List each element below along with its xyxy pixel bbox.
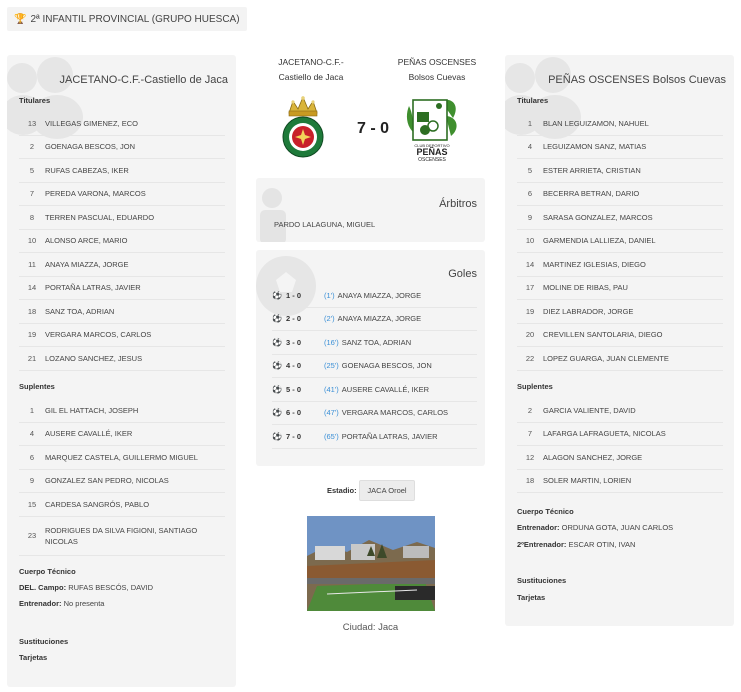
home-titulares-label: Titulares	[19, 96, 51, 105]
stadium-name-button[interactable]: JACA Oroel	[359, 480, 415, 501]
player-name: TERREN PASCUAL, EDUARDO	[45, 212, 155, 222]
player-name: RODRIGUES DA SILVA FIGIONI, SANTIAGO NICOLAS	[45, 525, 198, 546]
goal-scorer[interactable]: VERGARA MARCOS, CARLOS	[341, 408, 449, 418]
goal-row	[272, 331, 477, 355]
player-number: 20	[525, 330, 535, 340]
player-number: 19	[525, 306, 535, 316]
player-row[interactable]	[517, 159, 723, 183]
goals-title: Goles	[448, 268, 477, 280]
away-crest-text-3: OSCENSES	[418, 157, 446, 163]
player-name: ALONSO ARCE, MARIO	[45, 236, 128, 246]
player-row[interactable]	[19, 470, 225, 494]
player-row[interactable]	[19, 112, 225, 136]
away-suplentes-list	[517, 399, 723, 493]
goal-score: 6 - 0	[286, 408, 302, 418]
player-name: PORTAÑA LATRAS, JAVIER	[45, 283, 141, 293]
stadium-photo[interactable]	[307, 516, 435, 611]
player-name: VILLEGAS GIMENEZ, ECO	[45, 118, 138, 128]
ball-icon: ⚽	[272, 314, 282, 324]
player-row[interactable]	[517, 277, 723, 301]
goal-scorer[interactable]: AUSERE CAVALLÉ, IKER	[341, 384, 430, 394]
player-row[interactable]	[517, 136, 723, 160]
player-row[interactable]	[517, 206, 723, 230]
player-number: 10	[27, 236, 37, 246]
away-suplentes-label: Suplentes	[517, 382, 553, 391]
goal-minute: (2')	[324, 314, 335, 324]
player-number: 21	[27, 353, 37, 363]
player-name: BECERRA BETRAN, DARIO	[543, 189, 640, 199]
player-row[interactable]	[19, 183, 225, 207]
player-number: 8	[29, 212, 35, 222]
goal-scorer[interactable]: GOENAGA BESCOS, JON	[341, 361, 432, 371]
ball-icon: ⚽	[272, 337, 282, 347]
player-number: 2	[527, 405, 533, 415]
goal-row	[272, 402, 477, 426]
player-number: 15	[27, 499, 37, 509]
player-name: ALAGON SANCHEZ, JORGE	[543, 452, 643, 462]
player-number: 22	[525, 353, 535, 363]
player-row[interactable]	[517, 230, 723, 254]
goals-list	[272, 284, 477, 449]
goal-row	[272, 308, 477, 332]
player-row[interactable]	[19, 206, 225, 230]
home-suplentes-list	[19, 399, 225, 556]
player-number: 7	[527, 429, 533, 439]
ball-icon: ⚽	[272, 384, 282, 394]
ball-icon: ⚽	[272, 361, 282, 371]
player-row[interactable]	[517, 253, 723, 277]
player-number: 4	[527, 142, 533, 152]
player-row[interactable]	[517, 423, 723, 447]
player-row[interactable]	[19, 493, 225, 517]
goal-score: 2 - 0	[286, 314, 302, 324]
goal-minute: (25')	[324, 361, 339, 371]
referees-title: Árbitros	[439, 198, 477, 210]
home-cuerpo-label: Cuerpo Técnico	[19, 567, 76, 576]
player-number: 2	[29, 142, 35, 152]
player-name: ANAYA MIAZZA, JORGE	[45, 259, 129, 269]
player-name: CREVILLEN SANTOLARIA, DIEGO	[543, 330, 663, 340]
home-team-name: JACETANO-C.F.-Castiello de Jaca	[59, 74, 228, 86]
player-number: 9	[527, 212, 533, 222]
player-name: GIL EL HATTACH, JOSEPH	[45, 405, 139, 415]
home-tarjetas-label: Tarjetas	[19, 653, 48, 662]
ball-icon: ⚽	[272, 408, 282, 418]
goal-row	[272, 425, 477, 449]
referees-box	[256, 178, 485, 242]
player-row[interactable]	[19, 253, 225, 277]
goal-score: 4 - 0	[286, 361, 302, 371]
player-name: GARCIA VALIENTE, DAVID	[543, 405, 636, 415]
goal-minute: (41')	[324, 384, 339, 394]
goal-scorer[interactable]: PORTAÑA LATRAS, JAVIER	[341, 431, 438, 441]
player-row[interactable]	[517, 183, 723, 207]
away-staff-2: 2ºEntrenador: ESCAR OTIN, IVAN	[517, 540, 636, 549]
player-row[interactable]	[517, 324, 723, 348]
player-number: 23	[27, 531, 37, 540]
home-team-crest-icon[interactable]	[279, 93, 327, 161]
goal-score: 5 - 0	[286, 384, 302, 394]
home-staff-1: DEL. Campo: RUFAS BESCÓS, DAVID	[19, 583, 154, 592]
player-name: ESTER ARRIETA, CRISTIAN	[543, 165, 641, 175]
away-crest-text-1: CLUB DEPORTIVO	[414, 143, 450, 148]
goal-score: 1 - 0	[286, 290, 302, 300]
player-number: 19	[27, 330, 37, 340]
player-row[interactable]	[19, 230, 225, 254]
away-team-header[interactable]: PEÑAS OSCENSES Bolsos Cuevas	[397, 57, 477, 82]
player-number: 17	[525, 283, 535, 293]
stadium-city: Ciudad: Jaca	[342, 622, 399, 633]
away-tarjetas-label: Tarjetas	[517, 593, 546, 602]
goal-minute: (16')	[324, 337, 339, 347]
player-number: 14	[525, 259, 535, 269]
home-sustituciones-label: Sustituciones	[19, 637, 69, 646]
competition-title	[7, 7, 247, 31]
player-number: 5	[527, 165, 533, 175]
player-number: 18	[27, 306, 37, 316]
player-name: GARMENDIA LALLIEZA, DANIEL	[543, 236, 656, 246]
player-name: SARASA GONZALEZ, MARCOS	[543, 212, 653, 222]
player-name: SANZ TOA, ADRIAN	[45, 306, 115, 316]
player-name: AUSERE CAVALLÉ, IKER	[45, 429, 133, 439]
player-name: PEREDA VARONA, MARCOS	[45, 189, 146, 199]
player-name: MOLINE DE RIBAS, PAU	[543, 283, 628, 293]
player-name: CARDESA SANGRÓS, PABLO	[45, 499, 150, 509]
player-name: LEGUIZAMON SANZ, MATIAS	[543, 142, 647, 152]
referee-watermark-icon	[256, 184, 296, 242]
player-name: VERGARA MARCOS, CARLOS	[45, 330, 152, 340]
player-name: GONZALEZ SAN PEDRO, NICOLAS	[45, 476, 169, 486]
player-row[interactable]	[517, 300, 723, 324]
player-number: 18	[525, 476, 535, 486]
away-staff-1: Entrenador: ORDUNA GOTA, JUAN CARLOS	[517, 523, 674, 532]
player-name: MARQUEZ CASTELA, GUILLERMO MIGUEL	[45, 452, 198, 462]
player-row[interactable]	[19, 324, 225, 348]
ball-icon: ⚽	[272, 431, 282, 441]
player-number: 13	[27, 118, 37, 128]
home-titulares-list	[19, 112, 225, 371]
away-team-crest-icon[interactable]	[403, 92, 461, 164]
player-row[interactable]	[19, 399, 225, 423]
player-row[interactable]	[19, 347, 225, 371]
player-number: 6	[29, 452, 35, 462]
home-team-panel	[7, 55, 236, 687]
player-name: LAFARGA LAFRAGUETA, NICOLAS	[543, 429, 666, 439]
goal-scorer[interactable]: SANZ TOA, ADRIAN	[341, 337, 412, 347]
goal-row	[272, 284, 477, 308]
home-team-header[interactable]: JACETANO-C.F.- Castiello de Jaca	[278, 57, 344, 82]
trophy-icon: 🏆	[14, 13, 27, 25]
goals-box	[256, 250, 485, 466]
player-number: 12	[525, 452, 535, 462]
player-row[interactable]	[19, 136, 225, 160]
player-name: DIEZ LABRADOR, JORGE	[543, 306, 634, 316]
player-number: 14	[27, 283, 37, 293]
goal-minute: (1')	[324, 290, 335, 300]
goal-minute: (65')	[324, 431, 339, 441]
player-name: GOENAGA BESCOS, JON	[45, 142, 136, 152]
away-titulares-label: Titulares	[517, 96, 549, 105]
home-staff-2: Entrenador: No presenta	[19, 599, 105, 608]
goal-scorer[interactable]: ANAYA MIAZZA, JORGE	[337, 290, 422, 300]
player-row[interactable]	[517, 399, 723, 423]
player-name: RUFAS CABEZAS, IKER	[45, 165, 129, 175]
match-score: 7 - 0	[356, 120, 389, 137]
player-number: 9	[29, 476, 35, 486]
player-row[interactable]	[19, 446, 225, 470]
player-row[interactable]	[19, 277, 225, 301]
goal-row	[272, 355, 477, 379]
competition-title-text: 2ª INFANTIL PROVINCIAL (GRUPO HUESCA)	[30, 13, 240, 25]
player-row[interactable]	[517, 470, 723, 494]
player-name: MARTINEZ IGLESIAS, DIEGO	[543, 259, 646, 269]
player-row[interactable]	[517, 112, 723, 136]
goal-score: 7 - 0	[286, 431, 302, 441]
player-name: SOLER MARTIN, LORIEN	[543, 476, 632, 486]
player-number: 1	[527, 118, 533, 128]
home-suplentes-label: Suplentes	[19, 382, 55, 391]
player-name: LOPEZ GUARGA, JUAN CLEMENTE	[543, 353, 669, 363]
player-number: 11	[28, 259, 36, 269]
goal-row	[272, 378, 477, 402]
player-row[interactable]	[19, 159, 225, 183]
player-number: 10	[525, 236, 535, 246]
away-team-panel	[505, 55, 734, 626]
away-crest-text-2: PEÑAS	[416, 147, 448, 157]
player-number: 5	[29, 165, 35, 175]
goal-score: 3 - 0	[286, 337, 302, 347]
referee-name: PARDO LALAGUNA, MIGUEL	[274, 220, 376, 229]
player-name: LOZANO SANCHEZ, JESUS	[45, 353, 143, 363]
ball-icon: ⚽	[272, 290, 282, 300]
player-number: 4	[29, 429, 35, 439]
player-row[interactable]	[19, 517, 225, 556]
player-row[interactable]	[517, 446, 723, 470]
away-titulares-list	[517, 112, 723, 371]
player-number: 7	[29, 189, 35, 199]
player-row[interactable]	[517, 347, 723, 371]
player-row[interactable]	[19, 300, 225, 324]
goal-scorer[interactable]: ANAYA MIAZZA, JORGE	[337, 314, 422, 324]
stadium-label: Estadio:	[327, 486, 357, 495]
player-number: 6	[527, 189, 533, 199]
away-cuerpo-label: Cuerpo Técnico	[517, 507, 574, 516]
player-number: 1	[29, 405, 35, 415]
away-sustituciones-label: Sustituciones	[517, 576, 567, 585]
away-team-name: PEÑAS OSCENSES Bolsos Cuevas	[548, 74, 726, 86]
goal-minute: (47')	[324, 408, 339, 418]
player-row[interactable]	[19, 423, 225, 447]
player-name: BLAN LEGUIZAMON, NAHUEL	[543, 118, 649, 128]
